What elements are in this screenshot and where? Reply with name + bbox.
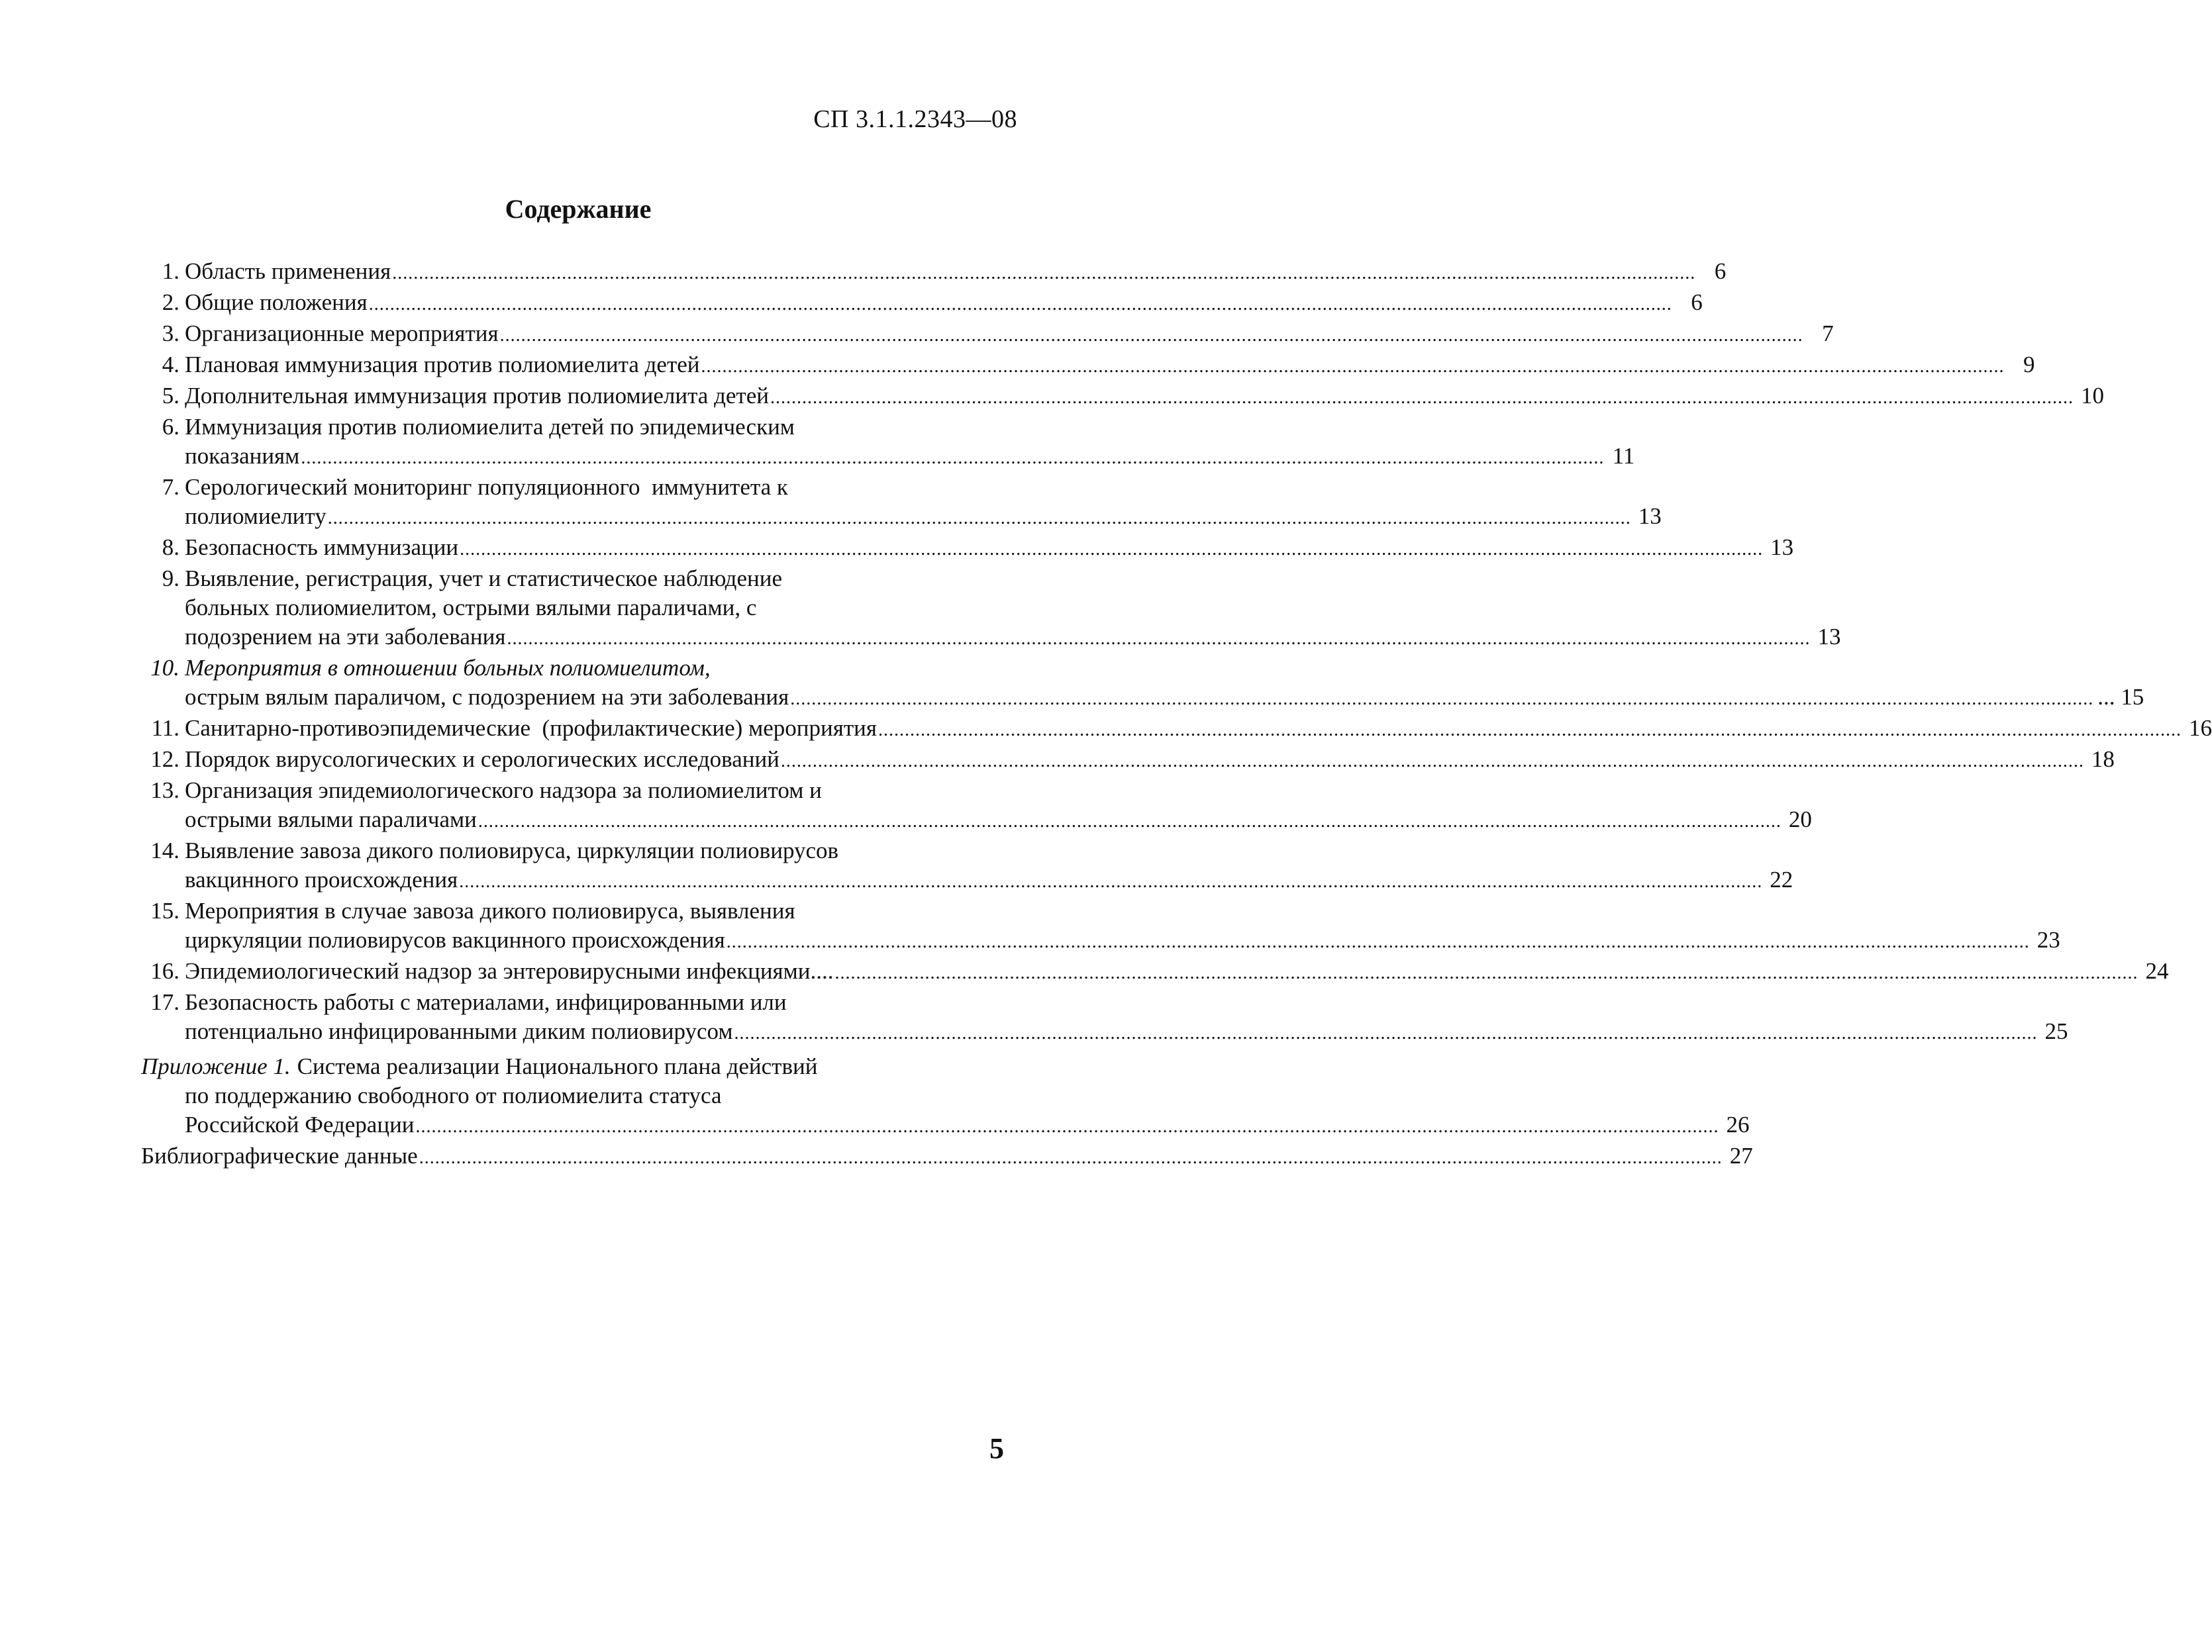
toc-entry-appendix-1[interactable] — [141, 1052, 1750, 1142]
toc-entry-page: 22 — [1770, 867, 1793, 893]
toc-entry-12[interactable] — [141, 745, 2115, 776]
leader-dots — [419, 1143, 1723, 1173]
toc-entry-page: 24 — [2145, 958, 2169, 984]
toc-entry-number: 15. — [150, 898, 179, 924]
toc-entry-page: 6 — [1691, 289, 1703, 315]
toc-entry-page: ... 15 — [2097, 684, 2144, 710]
toc-entry-title: Библиографические данные — [141, 1143, 418, 1169]
page-title: Содержание — [505, 194, 652, 224]
toc-entry-11[interactable] — [141, 714, 2212, 745]
toc-entry-number: 14. — [150, 838, 179, 863]
toc-entry-title-continued: по поддержанию свободного от полиомиелита статуса — [185, 1083, 722, 1108]
toc-entry-page: 13 — [1817, 624, 1841, 650]
toc-entry-number: 3. — [162, 320, 179, 346]
leader-dots — [500, 321, 1803, 350]
leader-dots — [416, 1112, 1719, 1142]
toc-entry-7[interactable] — [141, 473, 1662, 533]
toc-entry-8[interactable] — [141, 533, 1794, 564]
leader-dots — [835, 959, 2138, 988]
toc-entry-title: Организация эпидемиологического надзора за полиомиелитом и — [185, 777, 822, 803]
toc-entry-title: Безопасность иммунизации — [185, 534, 459, 560]
leader-dots — [478, 807, 1782, 836]
leader-dots — [790, 685, 2093, 714]
toc-entry-page: 16 — [2188, 715, 2212, 741]
toc-entry-5[interactable] — [141, 381, 2104, 413]
toc-entry-title-continued: показаниям — [185, 443, 300, 469]
leader-dots — [770, 383, 2074, 413]
toc-entry-page: 9 — [2023, 352, 2035, 377]
document-code: СП 3.1.1.2343—08 — [813, 105, 1017, 133]
toc-entry-title: Серологический мониторинг популяционного иммунитета к — [185, 474, 788, 500]
toc-entry-number: 4. — [162, 352, 179, 377]
toc-entry-number: 12. — [150, 746, 179, 772]
toc-entry-13[interactable] — [141, 776, 1812, 836]
toc-entry-16[interactable] — [141, 957, 2169, 988]
toc-entry-9[interactable] — [141, 564, 1841, 654]
toc-entry-6[interactable] — [141, 413, 1635, 473]
toc-entry-number: 7. — [162, 474, 179, 500]
toc-entry-page: 20 — [1788, 806, 1812, 832]
leader-dots — [369, 290, 1672, 319]
toc-entry-title-continued: вакцинного происхождения — [185, 867, 458, 893]
toc-entry-title-continued: циркуляции полиовирусов вакцинного происхождения — [185, 927, 725, 953]
toc-entry-page: 26 — [1726, 1112, 1750, 1138]
toc-entry-title-continued: больных полиомиелитом, острыми вялыми параличами, с — [185, 595, 757, 620]
leader-dots — [392, 259, 1695, 288]
toc-entry-title-continued: подозрением на эти заболевания — [185, 624, 506, 650]
toc-entry-page: 10 — [2081, 383, 2104, 409]
toc-entry-title-continued: острым вялым параличом, с подозрением на эти заболевания — [185, 684, 789, 710]
toc-entry-title: Система реализации Национального плана действий — [297, 1053, 818, 1079]
leader-dots — [781, 747, 2084, 776]
toc-entry-page: 11 — [1612, 443, 1635, 469]
toc-entry-17[interactable] — [141, 988, 2068, 1048]
toc-entry-title: Мероприятия в случае завоза дикого полиовируса, выявления — [185, 898, 795, 924]
toc-entry-page: 13 — [1770, 534, 1794, 560]
toc-entry-10[interactable] — [141, 654, 2144, 714]
toc-entry-4[interactable] — [141, 350, 2035, 381]
toc-entry-number: 16. — [150, 958, 179, 984]
toc-entry-number: 13. — [150, 777, 179, 803]
toc-entry-number: 2. — [162, 289, 179, 315]
leader-dots — [328, 504, 1631, 533]
toc-entry-1[interactable] — [141, 257, 1727, 288]
toc-entry-title-continued: полиомиелиту — [185, 503, 327, 529]
toc-entry-title: Иммунизация против полиомиелита детей по эпидемическим — [185, 414, 795, 440]
table-of-contents — [141, 257, 2212, 1173]
toc-entry-number: 11. — [151, 715, 179, 741]
appendix-label: Приложение 1. — [141, 1053, 291, 1079]
toc-entry-title-continued: Российской Федерации — [185, 1112, 415, 1138]
toc-entry-page: 18 — [2091, 746, 2115, 772]
toc-entry-page: 7 — [1822, 320, 1834, 346]
toc-entry-title-continued: острыми вялыми параличами — [185, 806, 477, 832]
toc-entry-number: 1. — [162, 258, 179, 284]
toc-entry-title: Выявление завоза дикого полиовируса, циркуляции полиовирусов — [185, 838, 839, 863]
toc-entry-title: Порядок вирусологических и серологических исследований — [185, 746, 779, 772]
toc-entry-title: Эпидемиологический надзор за энтеровирусными инфекциями.... — [185, 958, 834, 984]
toc-entry-page: 6 — [1714, 258, 1727, 284]
toc-entry-number: 17. — [150, 989, 179, 1015]
toc-entry-title: Область применения — [185, 258, 391, 284]
toc-entry-3[interactable] — [141, 319, 1834, 350]
toc-entry-page: 27 — [1729, 1143, 1753, 1169]
toc-entry-14[interactable] — [141, 836, 1793, 897]
toc-entry-title: Безопасность работы с материалами, инфицированными или — [185, 989, 787, 1015]
toc-entry-number: 9. — [162, 565, 179, 591]
leader-dots — [734, 1019, 2038, 1048]
toc-entry-number: 6. — [162, 414, 179, 440]
leader-dots — [878, 716, 2182, 745]
leader-dots — [701, 352, 2005, 381]
toc-entry-title: Плановая иммунизация против полиомиелита детей — [185, 352, 700, 377]
toc-entry-title-continued: потенциально инфицированными диким полиовирусом — [185, 1018, 733, 1044]
leader-dots — [460, 535, 1763, 564]
toc-entry-title: Организационные мероприятия — [185, 320, 499, 346]
toc-entry-page: 23 — [2036, 927, 2060, 953]
toc-entry-page: 25 — [2044, 1018, 2068, 1044]
toc-entry-title: Дополнительная иммунизация против полиомиелита детей — [185, 383, 769, 409]
leader-dots — [507, 624, 1810, 654]
toc-entry-title: Выявление, регистрация, учет и статистическое наблюдение — [185, 565, 782, 591]
toc-entry-title: Санитарно-противоэпидемические (профилактические) мероприятия — [185, 715, 877, 741]
toc-entry-15[interactable] — [141, 897, 2060, 957]
toc-entry-page: 13 — [1638, 503, 1662, 529]
toc-entry-title: Общие положения — [185, 289, 368, 315]
leader-dots — [301, 444, 1604, 473]
leader-dots — [727, 928, 2030, 957]
page-number: 5 — [989, 1432, 1004, 1465]
toc-entry-number: 5. — [162, 383, 179, 409]
toc-entry-bibliography[interactable] — [141, 1142, 1753, 1173]
toc-entry-number: 8. — [162, 534, 179, 560]
toc-entry-title: Мероприятия в отношении больных полиомиелитом, — [185, 655, 711, 681]
toc-entry-number: 10. — [150, 655, 179, 681]
leader-dots — [459, 867, 1762, 897]
toc-entry-2[interactable] — [141, 288, 1703, 319]
